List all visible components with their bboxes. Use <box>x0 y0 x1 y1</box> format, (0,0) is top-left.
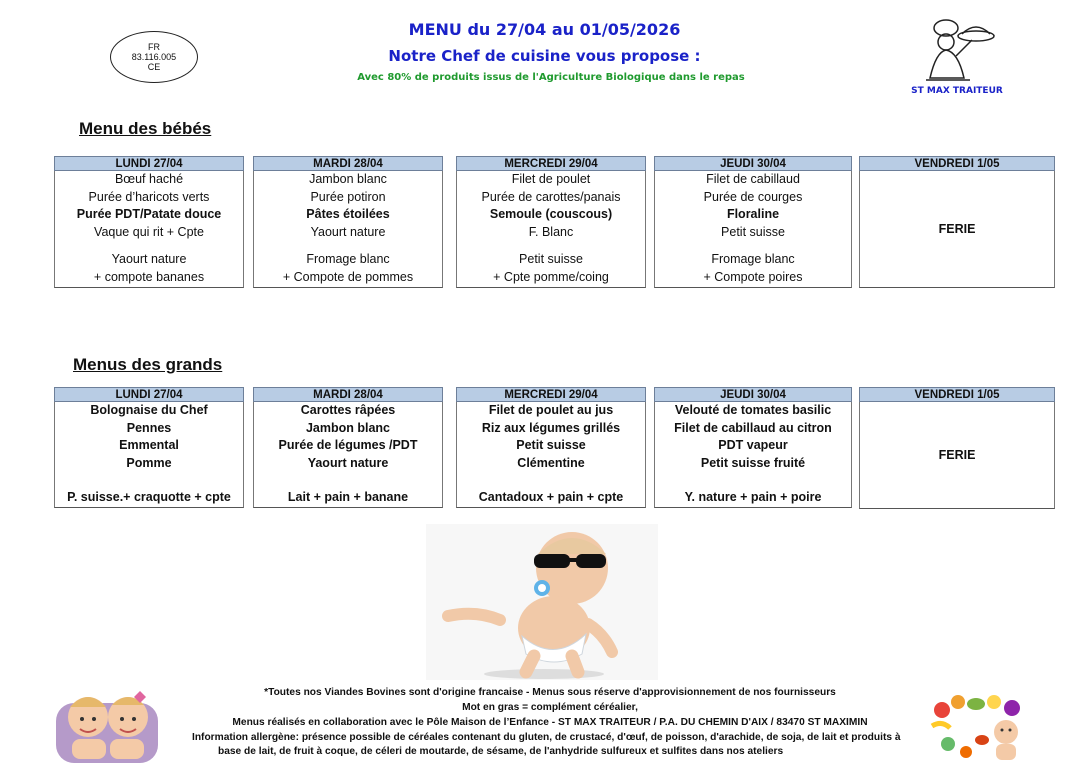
dish: Petit suisse fruité <box>700 455 806 470</box>
footer-collaboration: Menus réalisés en collaboration avec le Pôle Maison de l’Enfance - ST MAX TRAITEUR / P.A. DU CHEMIN D'AIX / 83470 ST MAXIMIN <box>232 717 868 728</box>
dish: F. Blanc <box>528 224 574 239</box>
menu-title: MENU du 27/04 au 01/05/2026 <box>408 20 681 39</box>
footer-origin-note: *Toutes nos Viandes Bovines sont d'origine francaise - Menus sous réserve d'approvisionnement de nos fournisseurs <box>264 687 836 698</box>
dish: Bœuf haché <box>114 172 184 186</box>
dish: Petit suisse <box>721 224 785 239</box>
dish: Purée potiron <box>310 189 386 204</box>
grands-day-thursday <box>654 387 852 508</box>
snack: Cantadoux + pain + cpte <box>478 490 624 505</box>
dish: Filet de poulet <box>511 172 591 186</box>
snack: Fromage blanc <box>306 252 390 267</box>
seal-line-number: 83.116.005 <box>131 52 177 62</box>
day-header: VENDREDI 1/05 <box>859 387 1055 402</box>
day-header: VENDREDI 1/05 <box>859 156 1055 171</box>
twins-illustration <box>52 683 162 765</box>
bebes-day-tuesday <box>253 156 443 288</box>
baby-sunglasses-illustration <box>426 524 658 680</box>
bebes-day-friday <box>859 156 1055 288</box>
dish-cereal: Floraline <box>726 207 780 222</box>
snack: P. suisse.+ craquotte + cpte <box>67 490 231 505</box>
snack: + compote bananes <box>93 269 205 284</box>
dish: Purée de légumes /PDT <box>278 438 418 453</box>
dish: Pomme <box>126 455 172 470</box>
food-baby-illustration <box>928 692 1028 764</box>
snack: + Cpte pomme/coing <box>493 269 609 284</box>
dish: Bolognaise du Chef <box>90 403 208 417</box>
day-header: JEUDI 30/04 <box>654 387 852 402</box>
dish: Filet de poulet au jus <box>488 403 614 417</box>
dish: Yaourt nature <box>307 455 389 470</box>
menu-subtitle: Notre Chef de cuisine vous propose : <box>388 47 701 65</box>
footer-allergen-line2: base de lait, de fruit à coque, de céleri de moutarde, de sésame, de l'anhydride sulfureux et sulfites dans nos ateliers <box>218 746 784 757</box>
dish-cereal: Pâtes étoilées <box>306 207 390 222</box>
grands-day-wednesday <box>456 387 646 508</box>
dish-cereal: Purée PDT/Patate douce <box>76 207 222 222</box>
dish: Pennes <box>126 420 172 435</box>
bebes-day-thursday <box>654 156 852 288</box>
dish: Purée de courges <box>703 189 803 204</box>
holiday-label: FERIE <box>938 448 976 462</box>
day-header: MERCREDI 29/04 <box>456 156 646 171</box>
dish: Purée d’haricots verts <box>88 189 210 204</box>
dish: Emmental <box>119 438 179 453</box>
health-seal <box>110 31 198 83</box>
grands-day-friday <box>859 387 1055 509</box>
day-header: MARDI 28/04 <box>253 387 443 402</box>
snack: Lait + pain + banane <box>287 490 409 505</box>
snack: Y. nature + pain + poire <box>684 490 822 505</box>
chef-logo-icon <box>916 18 998 84</box>
dish: Purée de carottes/panais <box>481 189 621 204</box>
snack: Fromage blanc <box>711 252 795 267</box>
dish: Velouté de tomates basilic <box>674 403 832 417</box>
bebes-day-monday <box>54 156 244 288</box>
bebes-section-title: Menu des bébés <box>79 119 212 138</box>
day-header: LUNDI 27/04 <box>54 156 244 171</box>
dish-cereal: Semoule (couscous) <box>489 207 613 222</box>
grands-day-monday <box>54 387 244 508</box>
grands-section-title: Menus des grands <box>73 355 223 374</box>
bio-note: Avec 80% de produits issus de l'Agriculture Biologique dans le repas <box>357 72 745 83</box>
seal-line-ce: CE <box>147 62 161 72</box>
footer-bold-legend: Mot en gras = complément céréalier, <box>462 702 638 713</box>
dish: Clémentine <box>517 455 585 470</box>
bebes-day-wednesday <box>456 156 646 288</box>
holiday-label: FERIE <box>938 222 976 236</box>
dish: Filet de cabillaud au citron <box>674 420 832 435</box>
dish: Jambon blanc <box>309 172 387 186</box>
seal-line-country: FR <box>148 42 160 52</box>
dish: Filet de cabillaud <box>706 172 800 186</box>
dish: Jambon blanc <box>305 420 391 435</box>
footer-allergen-line1: Information allergène: présence possible de céréales contenant du gluten, de crustacé, d'œuf, de poisson, d'arachide, de soja, de lait et produits à <box>192 732 901 743</box>
dish: Riz aux légumes grillés <box>481 420 621 435</box>
dish: Vaque qui rit + Cpte <box>94 224 204 239</box>
snack: Yaourt nature <box>111 252 187 267</box>
dish: Petit suisse <box>516 438 586 453</box>
day-header: JEUDI 30/04 <box>654 156 852 171</box>
snack: + Compote de pommes <box>282 269 414 284</box>
day-header: MARDI 28/04 <box>253 156 443 171</box>
dish: Yaourt nature <box>310 224 386 239</box>
dish: PDT vapeur <box>718 438 788 453</box>
grands-day-tuesday <box>253 387 443 508</box>
brand-name: ST MAX TRAITEUR <box>911 86 1003 96</box>
day-header: MERCREDI 29/04 <box>456 387 646 402</box>
snack: Petit suisse <box>519 252 583 267</box>
day-header: LUNDI 27/04 <box>54 387 244 402</box>
snack: + Compote poires <box>703 269 803 284</box>
dish: Carottes râpées <box>300 403 396 417</box>
